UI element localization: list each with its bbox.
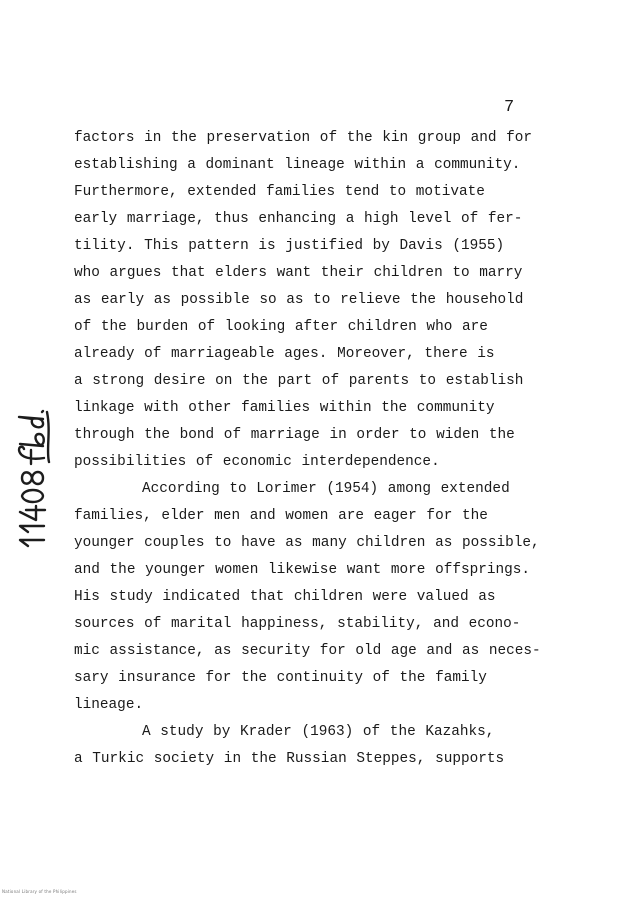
text-line: His study indicated that children were valued as (74, 589, 496, 605)
text-line: mic assistance, as security for old age and as neces- (74, 643, 541, 659)
handwriting-icon (4, 402, 74, 552)
text-line: of the burden of looking after children who are (74, 319, 488, 335)
text-line: a strong desire on the part of parents to establish (74, 373, 524, 389)
text-line: linkage with other families within the community (74, 400, 495, 416)
text-line: possibilities of economic interdependence. (74, 454, 440, 470)
text-line: and the younger women likewise want more offsprings. (74, 562, 531, 578)
handwritten-margin-note (4, 402, 74, 552)
paragraph-start-line: According to Lorimer (1954) among extended (142, 481, 510, 497)
text-line: early marriage, thus enhancing a high level of fer- (74, 211, 523, 227)
text-line: through the bond of marriage in order to widen the (74, 427, 515, 443)
page-number: 7 (504, 98, 515, 117)
text-line: Furthermore, extended families tend to motivate (74, 184, 485, 200)
text-line: factors in the preservation of the kin group and for (74, 130, 533, 146)
text-line: as early as possible so as to relieve the household (74, 292, 524, 308)
text-line: sources of marital happiness, stability, and econo- (74, 616, 521, 632)
text-line: families, elder men and women are eager for the (74, 508, 488, 524)
paragraph-start-line: A study by Krader (1963) of the Kazahks, (142, 724, 495, 740)
text-line: a Turkic society in the Russian Steppes, supports (74, 751, 505, 767)
text-line: tility. This pattern is justified by Davis (1955) (74, 238, 505, 254)
text-line: already of marriageable ages. Moreover, there is (74, 346, 495, 362)
text-line: younger couples to have as many children as possible, (74, 535, 540, 551)
text-line: sary insurance for the continuity of the family (74, 670, 487, 686)
text-line: who argues that elders want their children to marry (74, 265, 523, 281)
text-line: establishing a dominant lineage within a community. (74, 157, 521, 173)
text-line: lineage. (74, 697, 144, 713)
footer-library-credit: National Library of the Philippines (2, 889, 77, 894)
body-text (74, 125, 544, 773)
